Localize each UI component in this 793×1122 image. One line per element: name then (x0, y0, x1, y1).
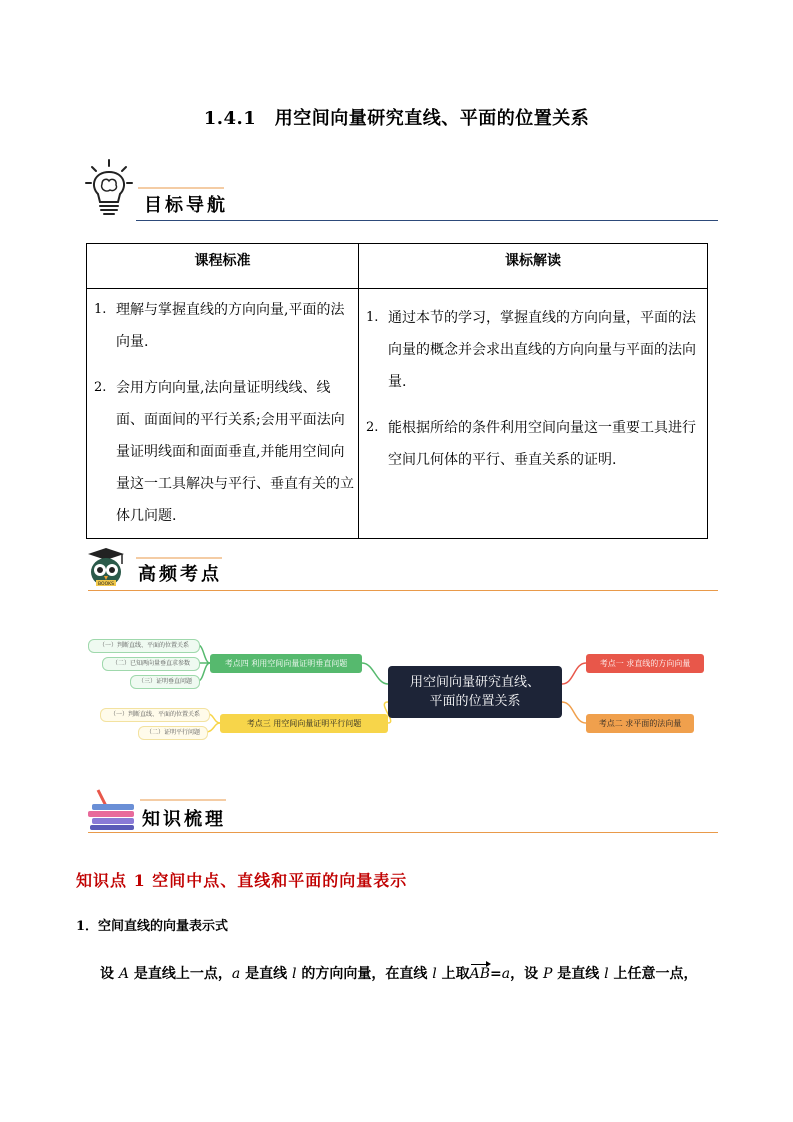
mindmap-subtopic: （三）证明垂直问题 (130, 675, 200, 689)
text-run: 的方向向量，在直线 (296, 966, 433, 982)
text-run: 上取 (436, 966, 470, 982)
section-goal-rule (136, 220, 718, 221)
standards-item (94, 294, 356, 358)
math-var: P (542, 966, 553, 982)
knowledge-point-heading: 知识点 1 空间中点、直线和平面的向量表示 (76, 871, 408, 890)
mindmap-topic-1: 考点一 求直线的方向向量 (586, 654, 704, 673)
mindmap-subtopic: （一）判断直线、平面的位置关系 (100, 708, 210, 722)
text-run: ，设 (510, 966, 543, 982)
mindmap-subtopic: （二）已知两向量垂直求参数 (102, 657, 200, 671)
text-run: 是直线 (240, 966, 292, 982)
connector-k1 (562, 663, 586, 684)
page-title: 1.4.1 用空间向量研究直线、平面的位置关系 (203, 108, 590, 129)
owl-book-text: BOOKS (98, 582, 114, 587)
books-pencil-icon (84, 786, 140, 832)
section-goal-title: 目标导航 (144, 195, 228, 216)
mindmap-topic-4: 考点四 利用空间向量证明垂直问题 (210, 654, 362, 673)
text-run: 是直线上一点， (129, 966, 232, 982)
text-run: 上任意一点， (608, 966, 698, 982)
item-number: 1. (366, 310, 379, 325)
section-know-title: 知识梳理 (142, 809, 226, 830)
section-freq-title: 高频考点 (138, 564, 222, 585)
mindmap-topic-2: 考点二 求平面的法向量 (586, 714, 694, 733)
standards-table (86, 243, 708, 539)
section-freq-rule (88, 590, 718, 591)
math-var: A (118, 966, 129, 982)
item-number: 2. (366, 420, 379, 435)
item-text: 理解与掌握直线的方向向量,平面的法向量. (116, 302, 345, 350)
connector-k4 (362, 663, 388, 684)
header-underline-decor (136, 184, 226, 220)
item-text: 通过本节的学习，掌握直线的方向向量，平面的法向量的概念并会求出直线的方向向量与平面的法向量. (388, 310, 696, 390)
section-know-rule (88, 832, 718, 833)
knowledge-subheading: 1．空间直线的向量表示式 (76, 919, 229, 934)
math-var: a (231, 966, 241, 982)
interpretation-item (366, 302, 704, 398)
math-var: a (501, 966, 511, 982)
standards-column (94, 294, 356, 532)
knowledge-paragraph (100, 963, 697, 983)
table-header-standards: 课程标准 (194, 253, 251, 269)
topics-mindmap (86, 632, 708, 752)
item-number: 1. (94, 302, 107, 317)
math-var: l (432, 966, 437, 982)
item-text: 会用方向向量,法向量证明线线、线面、面面间的平行关系;会用平面法向量证明线面和面面垂直,并能用空间向量这一工具解决与平行、垂直有关的立体几问题. (116, 380, 354, 524)
mindmap-topic-3: 考点三 用空间向量证明平行问题 (220, 714, 388, 733)
mindmap-subtopic: （一）判断直线、平面的位置关系 (88, 639, 200, 653)
section-freq-header (84, 546, 718, 610)
section-goal-header (84, 158, 718, 222)
header-underline-decor (138, 796, 228, 804)
item-text: 能根据所给的条件利用空间向量这一重要工具进行空间几何体的平行、垂直关系的证明. (388, 420, 696, 468)
mindmap-center-line-1: 用空间向量研究直线、 (409, 675, 540, 690)
text-run: 是直线 (552, 966, 605, 982)
interpretation-column (366, 302, 704, 476)
vector-ab: AB (469, 966, 490, 982)
math-var: l (291, 966, 297, 982)
section-know-header (84, 786, 718, 850)
standards-item (94, 372, 356, 532)
table-header-interpretation: 课标解读 (505, 253, 561, 269)
text-run: = (489, 966, 502, 982)
mindmap-center-line-2: 平面的位置关系 (429, 694, 521, 709)
interpretation-item (366, 412, 704, 476)
math-var: l (604, 966, 609, 982)
owl-graduate-icon (84, 546, 128, 590)
mindmap-center (388, 666, 562, 718)
lightbulb-brain-icon (84, 158, 134, 220)
connector-k2 (562, 702, 586, 723)
table-header-divider (87, 288, 707, 289)
header-underline-decor (134, 554, 224, 562)
text-run: 设 (100, 966, 119, 982)
connector-s5 (206, 723, 220, 732)
item-number: 2. (94, 380, 107, 395)
mindmap-subtopic: （二）证明平行问题 (138, 726, 208, 740)
